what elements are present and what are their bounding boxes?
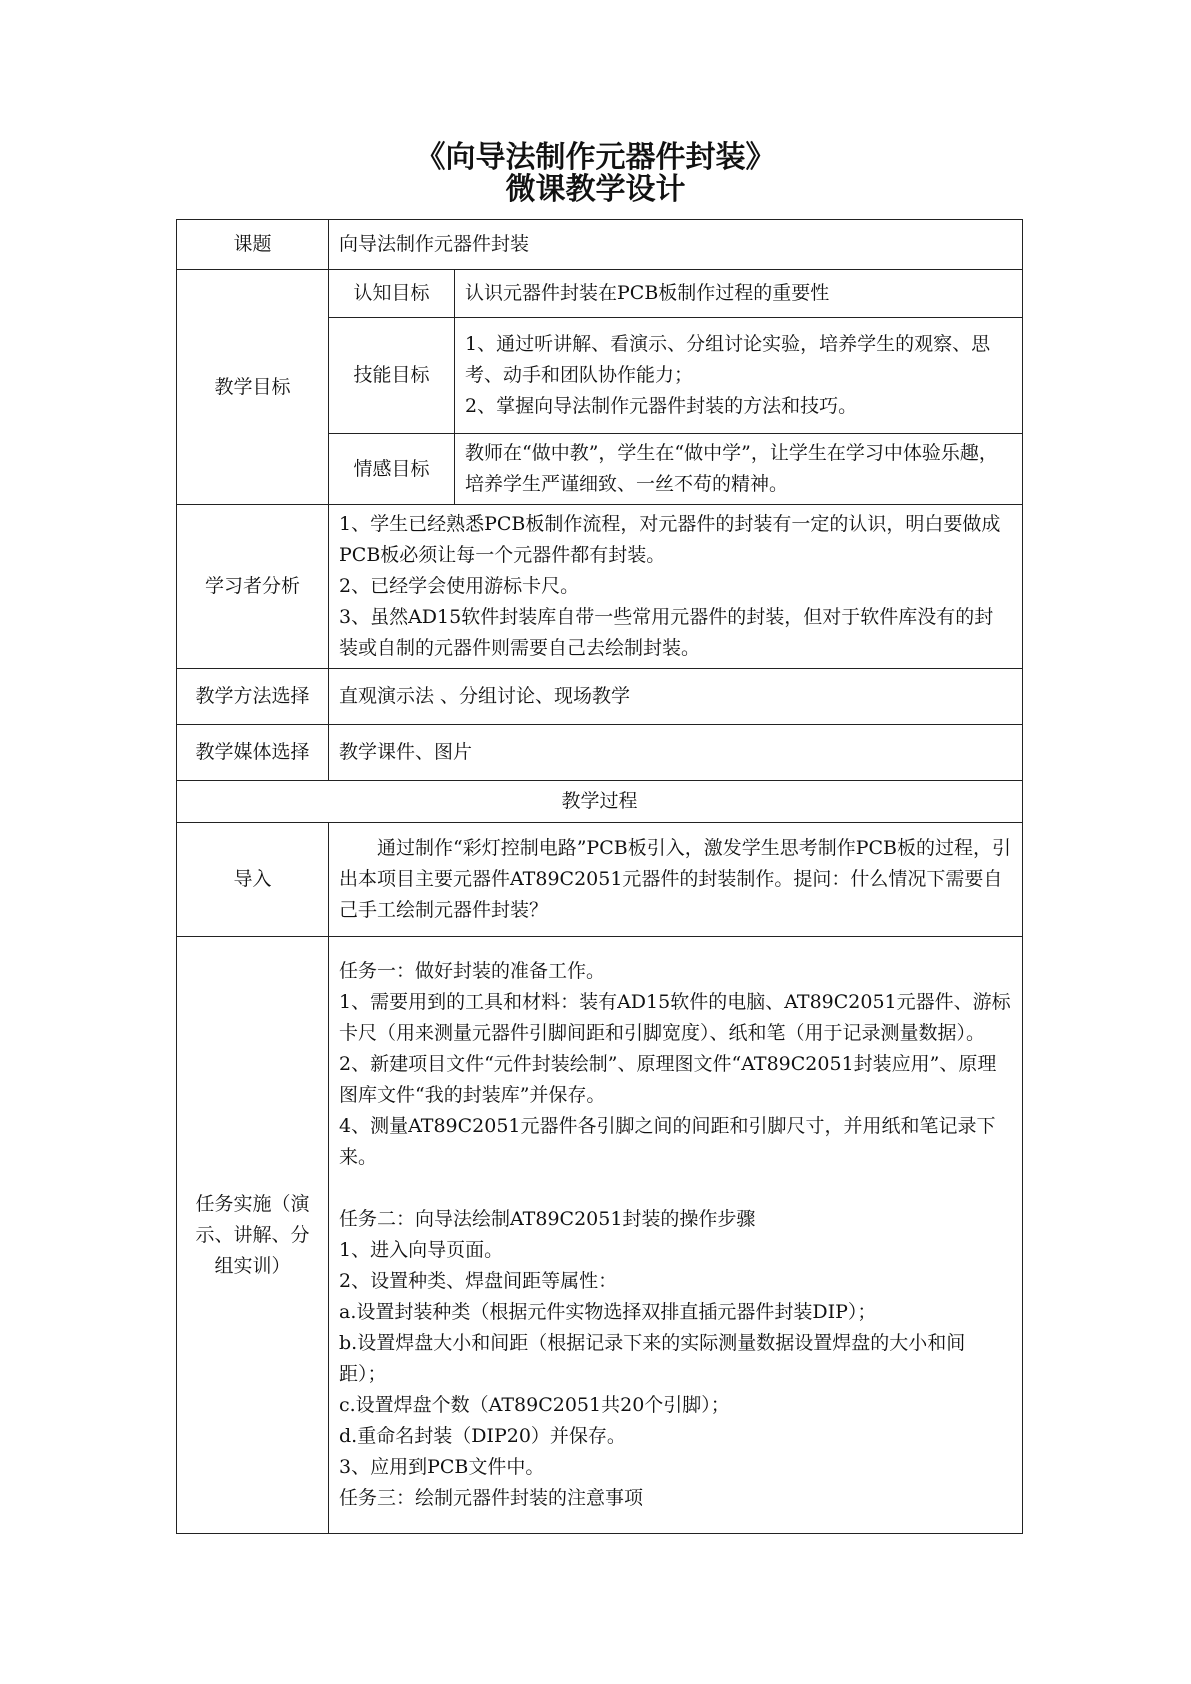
title-line-2: 微课教学设计 bbox=[505, 172, 686, 207]
objectives-label: 教学目标 bbox=[177, 270, 329, 505]
intro-text: 通过制作“彩灯控制电路”PCB板引入，激发学生思考制作PCB板的过程，引出本项目主要元器件AT89C2051元器件的封装制作。提问：什么情况下需要自己手工绘制元器件封装？ bbox=[339, 837, 1011, 921]
skill-label: 技能目标 bbox=[329, 318, 455, 434]
objective-cognitive-row bbox=[177, 270, 1023, 318]
methods-value: 直观演示法 、分组讨论、现场教学 bbox=[329, 669, 1023, 725]
skill-line: 2、掌握向导法制作元器件封装的方法和技巧。 bbox=[465, 395, 858, 417]
task-line: d.重命名封装（DIP20）并保存。 bbox=[339, 1425, 626, 1447]
media-row bbox=[177, 725, 1023, 781]
task-line: c.设置焊盘个数（AT89C2051共20个引脚）； bbox=[339, 1394, 730, 1416]
cognitive-value: 认识元器件封装在PCB板制作过程的重要性 bbox=[455, 270, 1023, 318]
process-row bbox=[177, 781, 1023, 823]
topic-row bbox=[177, 220, 1023, 270]
task-line: 2、新建项目文件“元件封装绘制”、原理图文件“AT89C2051封装应用”、原理图库文件“我的封装库”并保存。 bbox=[339, 1053, 997, 1106]
learners-row bbox=[177, 505, 1023, 669]
skill-value bbox=[455, 318, 1023, 434]
intro-row bbox=[177, 823, 1023, 937]
task-line: 4、测量AT89C2051元器件各引脚之间的间距和引脚尺寸，并用纸和笔记录下来。 bbox=[339, 1115, 996, 1168]
task-line: 1、需要用到的工具和材料：装有AD15软件的电脑、AT89C2051元器件、游标卡尺（用来测量元器件引脚间距和引脚宽度）、纸和笔（用于记录测量数据）。 bbox=[339, 991, 1011, 1044]
task-line: a.设置封装种类（根据元件实物选择双排直插元器件封装DIP）； bbox=[339, 1301, 877, 1323]
skill-line: 1、通过听讲解、看演示、分组讨论实验，培养学生的观察、思考、动手和团队协作能力； bbox=[465, 333, 991, 386]
document-title bbox=[0, 142, 1191, 206]
cognitive-label: 认知目标 bbox=[329, 270, 455, 318]
task-line: 1、进入向导页面。 bbox=[339, 1239, 504, 1261]
process-heading: 教学过程 bbox=[177, 781, 1023, 823]
tasks-value bbox=[329, 937, 1023, 1534]
title-line-1: 《向导法制作元器件封装》 bbox=[415, 140, 776, 175]
task-line: 任务一：做好封装的准备工作。 bbox=[339, 960, 606, 982]
learners-value bbox=[329, 505, 1023, 669]
topic-value: 向导法制作元器件封装 bbox=[329, 220, 1023, 270]
intro-value bbox=[329, 823, 1023, 937]
tasks-row bbox=[177, 937, 1023, 1534]
learners-line: 2、已经学会使用游标卡尺。 bbox=[339, 575, 580, 597]
methods-row bbox=[177, 669, 1023, 725]
affective-value: 教师在“做中教”，学生在“做中学”，让学生在学习中体验乐趣，培养学生严谨细致、一丝不苟的精神。 bbox=[455, 434, 1023, 505]
media-value: 教学课件、图片 bbox=[329, 725, 1023, 781]
task-line: 2、设置种类、焊盘间距等属性： bbox=[339, 1270, 618, 1292]
learners-label: 学习者分析 bbox=[177, 505, 329, 669]
task-line: b.设置焊盘大小和间距（根据记录下来的实际测量数据设置焊盘的大小和间距）； bbox=[339, 1332, 966, 1385]
task-line: 任务二：向导法绘制AT89C2051封装的操作步骤 bbox=[339, 1208, 756, 1230]
tasks-label: 任务实施（演示、讲解、分组实训） bbox=[177, 937, 329, 1534]
topic-label: 课题 bbox=[177, 220, 329, 270]
learners-line: 1、学生已经熟悉PCB板制作流程，对元器件的封装有一定的认识，明白要做成PCB板必须让每一个元器件都有封装。 bbox=[339, 513, 1001, 566]
intro-label: 导入 bbox=[177, 823, 329, 937]
task-line: 3、应用到PCB文件中。 bbox=[339, 1456, 545, 1478]
affective-label: 情感目标 bbox=[329, 434, 455, 505]
learners-line: 3、虽然AD15软件封装库自带一些常用元器件的封装，但对于软件库没有的封装或自制的元器件则需要自己去绘制封装。 bbox=[339, 606, 994, 659]
methods-label: 教学方法选择 bbox=[177, 669, 329, 725]
media-label: 教学媒体选择 bbox=[177, 725, 329, 781]
task-line: 任务三：绘制元器件封装的注意事项 bbox=[339, 1487, 644, 1509]
task-spacer bbox=[339, 1173, 1012, 1204]
lesson-plan-table bbox=[176, 219, 1023, 1534]
